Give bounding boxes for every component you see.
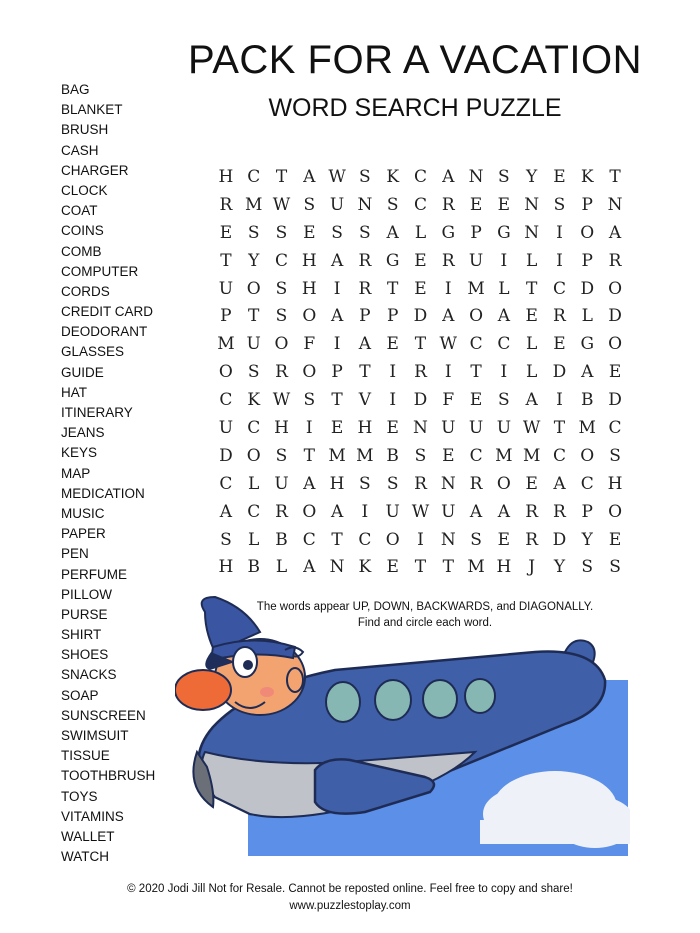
- grid-letter[interactable]: D: [413, 306, 428, 327]
- grid-letter[interactable]: H: [301, 278, 317, 299]
- grid-letter[interactable]: L: [414, 222, 427, 243]
- grid-letter[interactable]: I: [556, 250, 563, 271]
- grid-letter[interactable]: K: [358, 557, 372, 578]
- word-list-item: CREDIT CARD: [61, 304, 154, 320]
- grid-letter[interactable]: S: [553, 194, 566, 215]
- grid-letter[interactable]: G: [497, 222, 511, 243]
- grid-letter[interactable]: N: [357, 194, 373, 215]
- grid-letter[interactable]: B: [247, 557, 260, 578]
- grid-letter[interactable]: E: [386, 417, 399, 438]
- grid-letter[interactable]: S: [247, 222, 260, 243]
- grid-letter[interactable]: S: [386, 473, 399, 494]
- grid-letter[interactable]: A: [497, 501, 510, 522]
- grid-letter[interactable]: A: [303, 166, 316, 187]
- grid-letter[interactable]: A: [581, 362, 594, 383]
- grid-letter[interactable]: M: [467, 278, 485, 299]
- grid-letter[interactable]: E: [608, 362, 622, 383]
- word-list-item: JEANS: [61, 425, 105, 441]
- grid-letter[interactable]: O: [608, 334, 623, 355]
- grid-row: [212, 386, 629, 414]
- cartoon-pilot-airplane-icon: [175, 592, 630, 860]
- grid-letter[interactable]: R: [219, 194, 233, 215]
- word-list-item: HAT: [61, 384, 87, 400]
- grid-letter[interactable]: M: [467, 557, 485, 578]
- grid-letter[interactable]: C: [413, 166, 427, 187]
- grid-letter[interactable]: Y: [248, 250, 260, 271]
- grid-letter[interactable]: T: [414, 557, 427, 578]
- word-list-item: CORDS: [61, 283, 110, 299]
- word-list-item: KEYS: [61, 445, 98, 461]
- grid-letter[interactable]: I: [417, 529, 424, 550]
- grid-letter[interactable]: K: [247, 390, 261, 411]
- word-list-item: SHIRT: [61, 627, 102, 643]
- grid-letter[interactable]: T: [359, 362, 371, 383]
- grid-letter[interactable]: C: [469, 445, 483, 466]
- word-list-item: MUSIC: [61, 505, 105, 521]
- word-list-item: TOYS: [61, 788, 98, 804]
- grid-letter[interactable]: S: [303, 390, 316, 411]
- grid-letter[interactable]: E: [330, 417, 344, 438]
- grid-letter[interactable]: W: [522, 417, 541, 438]
- grid-letter[interactable]: T: [525, 278, 538, 299]
- grid-letter[interactable]: S: [275, 222, 288, 243]
- grid-letter[interactable]: H: [607, 473, 623, 494]
- grid-letter[interactable]: S: [247, 362, 260, 383]
- grid-letter[interactable]: L: [526, 334, 538, 355]
- grid-letter[interactable]: E: [303, 222, 316, 243]
- grid-letter[interactable]: O: [274, 334, 289, 355]
- grid-letter[interactable]: S: [386, 194, 399, 215]
- grid-letter[interactable]: I: [500, 362, 508, 383]
- grid-row: [212, 358, 629, 386]
- word-list-item: CLOCK: [61, 182, 108, 198]
- copyright-text: © 2020 Jodi Jill Not for Resale. Cannot be reposted online. Feel free to copy and share!: [127, 883, 573, 895]
- grid-letter[interactable]: O: [385, 529, 400, 550]
- grid-letter[interactable]: I: [556, 222, 563, 243]
- grid-letter[interactable]: W: [439, 334, 458, 355]
- grid-letter[interactable]: O: [608, 501, 623, 522]
- grid-letter[interactable]: C: [302, 529, 316, 550]
- grid-letter[interactable]: E: [414, 278, 427, 299]
- grid-letter[interactable]: U: [246, 334, 261, 355]
- grid-letter[interactable]: O: [580, 445, 595, 466]
- grid-letter[interactable]: A: [386, 222, 399, 243]
- grid-letter[interactable]: E: [553, 334, 566, 355]
- grid-letter[interactable]: A: [303, 557, 316, 578]
- grid-letter[interactable]: E: [469, 390, 483, 411]
- grid-row: [212, 247, 629, 275]
- grid-row: [212, 498, 629, 526]
- grid-letter[interactable]: C: [552, 278, 566, 299]
- grid-letter[interactable]: H: [496, 557, 512, 578]
- grid-letter[interactable]: H: [218, 166, 234, 187]
- grid-letter[interactable]: O: [469, 306, 484, 327]
- grid-letter[interactable]: M: [356, 445, 374, 466]
- word-list: [61, 80, 155, 867]
- grid-letter[interactable]: R: [441, 250, 455, 271]
- grid-letter[interactable]: W: [272, 390, 291, 411]
- grid-letter[interactable]: R: [553, 501, 566, 522]
- grid-letter[interactable]: D: [413, 390, 428, 411]
- grid-letter[interactable]: W: [328, 166, 346, 187]
- grid-letter[interactable]: T: [248, 306, 260, 327]
- grid-letter[interactable]: A: [442, 306, 455, 327]
- word-list-item: BRUSH: [61, 122, 109, 138]
- grid-letter[interactable]: O: [580, 222, 595, 243]
- grid-letter[interactable]: M: [328, 445, 346, 466]
- grid-letter[interactable]: G: [385, 250, 400, 271]
- grid-letter[interactable]: C: [358, 529, 372, 550]
- grid-letter[interactable]: I: [444, 278, 452, 299]
- grid-letter[interactable]: T: [220, 250, 232, 271]
- grid-letter[interactable]: E: [414, 250, 427, 271]
- grid-letter[interactable]: T: [303, 445, 315, 466]
- grid-row: [212, 470, 629, 498]
- grid-letter[interactable]: S: [275, 278, 288, 299]
- grid-letter[interactable]: U: [468, 250, 484, 271]
- grid-letter[interactable]: P: [386, 306, 399, 327]
- grid-letter[interactable]: J: [528, 557, 536, 578]
- grid-letter[interactable]: C: [219, 390, 233, 411]
- grid-letter[interactable]: A: [219, 501, 233, 522]
- grid-letter[interactable]: N: [607, 194, 623, 215]
- grid-letter[interactable]: R: [469, 473, 483, 494]
- grid-letter[interactable]: B: [386, 445, 399, 466]
- grid-letter[interactable]: I: [333, 334, 341, 355]
- word-list-item: GLASSES: [61, 344, 125, 360]
- grid-letter[interactable]: S: [359, 166, 371, 187]
- grid-letter[interactable]: S: [414, 445, 427, 466]
- airplane-illustration: [175, 592, 630, 865]
- grid-letter[interactable]: C: [274, 250, 288, 271]
- grid-letter[interactable]: A: [469, 501, 483, 522]
- grid-letter[interactable]: I: [500, 250, 508, 271]
- grid-letter[interactable]: H: [274, 417, 289, 438]
- grid-letter[interactable]: R: [553, 306, 566, 327]
- grid-row: [212, 302, 629, 330]
- word-list-item: PAPER: [61, 526, 106, 542]
- grid-letter[interactable]: K: [386, 166, 400, 187]
- grid-letter[interactable]: R: [275, 501, 288, 522]
- grid-letter[interactable]: S: [470, 529, 482, 550]
- grid-letter[interactable]: C: [219, 473, 233, 494]
- grid-letter[interactable]: D: [552, 529, 567, 550]
- word-list-item: COMPUTER: [61, 263, 139, 279]
- grid-letter[interactable]: A: [358, 334, 372, 355]
- grid-letter[interactable]: F: [442, 390, 455, 411]
- grid-letter[interactable]: N: [440, 473, 456, 494]
- grid-letter[interactable]: E: [553, 166, 566, 187]
- grid-letter[interactable]: O: [246, 445, 261, 466]
- grid-letter[interactable]: T: [275, 166, 288, 187]
- grid-letter[interactable]: C: [247, 501, 261, 522]
- grid-row: [212, 330, 629, 358]
- grid-letter[interactable]: G: [580, 334, 595, 355]
- word-list-item: SNACKS: [61, 667, 117, 683]
- instructions-line-1: The words appear UP, DOWN, BACKWARDS, and DIAGONALLY.: [256, 601, 594, 613]
- grid-letter[interactable]: M: [522, 445, 541, 466]
- grid-letter[interactable]: E: [386, 557, 399, 578]
- grid-letter[interactable]: N: [329, 557, 345, 578]
- grid-letter[interactable]: O: [302, 362, 317, 383]
- grid-letter[interactable]: R: [358, 250, 372, 271]
- grid-letter[interactable]: O: [246, 278, 261, 299]
- grid-letter[interactable]: T: [331, 529, 343, 550]
- grid-letter[interactable]: U: [468, 417, 484, 438]
- grid-letter[interactable]: O: [302, 501, 317, 522]
- letter-grid: [212, 163, 629, 581]
- grid-row: [212, 219, 629, 247]
- grid-letter[interactable]: E: [386, 334, 399, 355]
- word-list-item: COAT: [61, 203, 98, 219]
- grid-letter[interactable]: I: [305, 417, 313, 438]
- grid-letter[interactable]: O: [218, 362, 233, 383]
- grid-letter[interactable]: D: [219, 445, 233, 466]
- grid-letter[interactable]: R: [525, 529, 539, 550]
- instructions-line-2: Find and circle each word.: [357, 617, 493, 629]
- grid-letter[interactable]: R: [275, 362, 288, 383]
- grid-letter[interactable]: I: [361, 501, 369, 522]
- grid-letter[interactable]: E: [497, 529, 511, 550]
- grid-letter[interactable]: U: [329, 194, 345, 215]
- grid-letter[interactable]: S: [359, 222, 371, 243]
- word-list-item: WALLET: [61, 828, 115, 844]
- grid-letter[interactable]: L: [526, 362, 538, 383]
- word-list-item: BAG: [61, 82, 90, 97]
- grid-letter[interactable]: T: [609, 166, 621, 187]
- word-list-item: ITINERARY: [61, 405, 133, 420]
- grid-letter[interactable]: A: [497, 306, 510, 327]
- grid-letter[interactable]: I: [444, 362, 452, 383]
- word-list-item: BLANKET: [61, 102, 123, 118]
- grid-letter[interactable]: U: [441, 417, 456, 438]
- grid-letter[interactable]: H: [301, 250, 317, 271]
- word-list-item: TOOTHBRUSH: [61, 768, 156, 784]
- grid-row: [212, 526, 629, 554]
- grid-letter[interactable]: E: [219, 222, 233, 243]
- grid-letter[interactable]: K: [580, 166, 594, 187]
- grid-letter[interactable]: I: [333, 278, 341, 299]
- grid-letter[interactable]: S: [275, 445, 288, 466]
- grid-letter[interactable]: P: [581, 501, 593, 522]
- grid-letter[interactable]: V: [358, 390, 372, 411]
- grid-letter[interactable]: T: [470, 362, 482, 383]
- grid-letter[interactable]: E: [608, 529, 622, 550]
- footer: [0, 881, 700, 915]
- grid-letter[interactable]: L: [248, 473, 260, 494]
- grid-letter[interactable]: H: [329, 473, 345, 494]
- grid-letter[interactable]: S: [581, 557, 594, 578]
- grid-letter[interactable]: E: [469, 194, 483, 215]
- grid-row: [212, 414, 629, 442]
- grid-letter[interactable]: E: [442, 445, 455, 466]
- grid-letter[interactable]: A: [442, 166, 455, 187]
- word-list-item: PERFUME: [61, 566, 128, 582]
- grid-letter[interactable]: C: [247, 166, 261, 187]
- grid-row: [212, 553, 629, 581]
- grid-letter[interactable]: R: [441, 194, 455, 215]
- grid-letter[interactable]: C: [413, 194, 427, 215]
- grid-letter[interactable]: L: [581, 306, 593, 327]
- grid-letter[interactable]: O: [608, 278, 623, 299]
- grid-row: [212, 163, 629, 191]
- grid-letter[interactable]: R: [525, 501, 539, 522]
- grid-letter[interactable]: Y: [581, 529, 593, 550]
- word-list-item: COINS: [61, 223, 104, 239]
- grid-letter[interactable]: H: [357, 417, 373, 438]
- grid-row: [212, 442, 629, 470]
- grid-letter[interactable]: P: [331, 362, 343, 383]
- grid-letter[interactable]: C: [580, 473, 594, 494]
- puzzle-title: PACK FOR A VACATION: [187, 38, 643, 82]
- grid-letter[interactable]: D: [608, 306, 622, 327]
- grid-letter[interactable]: E: [525, 306, 538, 327]
- grid-letter[interactable]: S: [359, 473, 371, 494]
- grid-letter[interactable]: M: [244, 194, 263, 215]
- word-list-item: MAP: [61, 465, 91, 481]
- grid-letter[interactable]: L: [275, 557, 288, 578]
- grid-letter[interactable]: T: [331, 390, 343, 411]
- grid-row: [212, 275, 629, 303]
- grid-letter[interactable]: R: [414, 473, 427, 494]
- grid-letter[interactable]: R: [414, 362, 427, 383]
- grid-letter[interactable]: M: [495, 445, 513, 466]
- grid-letter[interactable]: A: [330, 306, 344, 327]
- grid-letter[interactable]: D: [608, 390, 622, 411]
- grid-letter[interactable]: A: [303, 473, 316, 494]
- grid-letter[interactable]: S: [498, 166, 510, 187]
- grid-letter[interactable]: N: [413, 417, 428, 438]
- word-list-item: MEDICATION: [61, 485, 145, 501]
- grid-letter[interactable]: L: [248, 529, 260, 550]
- word-list-item: TISSUE: [61, 748, 110, 764]
- grid-letter[interactable]: U: [496, 417, 512, 438]
- grid-letter[interactable]: U: [218, 417, 234, 438]
- grid-letter[interactable]: T: [414, 334, 427, 355]
- grid-letter[interactable]: T: [442, 557, 454, 578]
- word-list-item: COMB: [61, 243, 102, 259]
- grid-letter[interactable]: S: [303, 194, 316, 215]
- grid-letter[interactable]: P: [581, 250, 593, 271]
- grid-letter[interactable]: A: [608, 222, 622, 243]
- word-list-item: CHARGER: [61, 162, 129, 178]
- word-list-item: DEODORANT: [61, 324, 148, 340]
- grid-letter[interactable]: E: [497, 194, 511, 215]
- grid-letter[interactable]: L: [526, 250, 538, 271]
- grid-letter[interactable]: W: [411, 501, 430, 522]
- grid-letter[interactable]: P: [470, 222, 482, 243]
- grid-letter[interactable]: C: [247, 417, 261, 438]
- word-list-item: WATCH: [61, 849, 109, 865]
- grid-letter[interactable]: A: [330, 250, 344, 271]
- grid-letter[interactable]: L: [498, 278, 510, 299]
- word-list-item: CASH: [61, 142, 99, 158]
- grid-letter[interactable]: G: [441, 222, 456, 243]
- grid-letter[interactable]: A: [330, 501, 344, 522]
- grid-letter[interactable]: I: [556, 390, 563, 411]
- grid-letter[interactable]: M: [578, 417, 596, 438]
- grid-letter[interactable]: E: [525, 473, 538, 494]
- puzzle-subtitle: WORD SEARCH PUZZLE: [268, 94, 562, 122]
- grid-letter[interactable]: S: [220, 529, 232, 550]
- grid-letter[interactable]: T: [553, 417, 566, 438]
- grid-letter[interactable]: B: [581, 390, 594, 411]
- grid-row: [212, 191, 629, 219]
- instructions: [230, 599, 620, 631]
- grid-letter[interactable]: M: [217, 334, 235, 355]
- grid-letter[interactable]: Y: [553, 557, 566, 578]
- grid-letter[interactable]: R: [358, 278, 372, 299]
- grid-letter[interactable]: W: [272, 194, 291, 215]
- word-list-item: SOAP: [61, 687, 99, 703]
- word-list-item: PEN: [61, 546, 89, 562]
- grid-letter[interactable]: U: [274, 473, 289, 494]
- grid-letter[interactable]: C: [469, 334, 483, 355]
- grid-letter[interactable]: S: [498, 390, 510, 411]
- grid-letter[interactable]: P: [359, 306, 371, 327]
- grid-letter[interactable]: Y: [526, 166, 538, 187]
- word-list-item: SUNSCREEN: [61, 707, 146, 723]
- word-list-item: SWIMSUIT: [61, 728, 129, 743]
- grid-letter[interactable]: T: [387, 278, 399, 299]
- grid-letter[interactable]: O: [496, 473, 511, 494]
- grid-letter[interactable]: A: [525, 390, 538, 411]
- grid-letter[interactable]: H: [218, 557, 234, 578]
- grid-letter[interactable]: U: [385, 501, 400, 522]
- grid-letter[interactable]: I: [389, 390, 397, 411]
- grid-letter[interactable]: S: [609, 557, 621, 578]
- grid-letter[interactable]: R: [608, 250, 622, 271]
- grid-letter[interactable]: S: [609, 445, 621, 466]
- grid-letter[interactable]: N: [468, 166, 484, 187]
- grid-letter[interactable]: P: [220, 306, 232, 327]
- grid-letter[interactable]: C: [608, 417, 622, 438]
- grid-letter[interactable]: C: [552, 445, 566, 466]
- grid-letter[interactable]: N: [524, 222, 540, 243]
- grid-letter[interactable]: D: [580, 278, 595, 299]
- grid-letter[interactable]: P: [581, 194, 593, 215]
- grid-letter[interactable]: I: [389, 362, 397, 383]
- grid-letter[interactable]: A: [553, 473, 566, 494]
- grid-letter[interactable]: F: [303, 334, 316, 355]
- grid-letter[interactable]: U: [441, 501, 456, 522]
- grid-letter[interactable]: S: [275, 306, 288, 327]
- website-text: www.puzzlestoplay.com: [289, 900, 411, 912]
- grid-letter[interactable]: N: [524, 194, 540, 215]
- grid-letter[interactable]: U: [218, 278, 234, 299]
- grid-letter[interactable]: S: [331, 222, 343, 243]
- grid-letter[interactable]: B: [275, 529, 288, 550]
- word-list-item: PILLOW: [61, 586, 113, 602]
- grid-letter[interactable]: N: [440, 529, 456, 550]
- word-list-item: PURSE: [61, 606, 108, 622]
- word-list-item: GUIDE: [61, 364, 104, 380]
- word-list-item: VITAMINS: [61, 808, 124, 824]
- word-list-item: SHOES: [61, 647, 109, 663]
- grid-letter[interactable]: O: [302, 306, 317, 327]
- grid-letter[interactable]: C: [497, 334, 511, 355]
- grid-letter[interactable]: D: [552, 362, 567, 383]
